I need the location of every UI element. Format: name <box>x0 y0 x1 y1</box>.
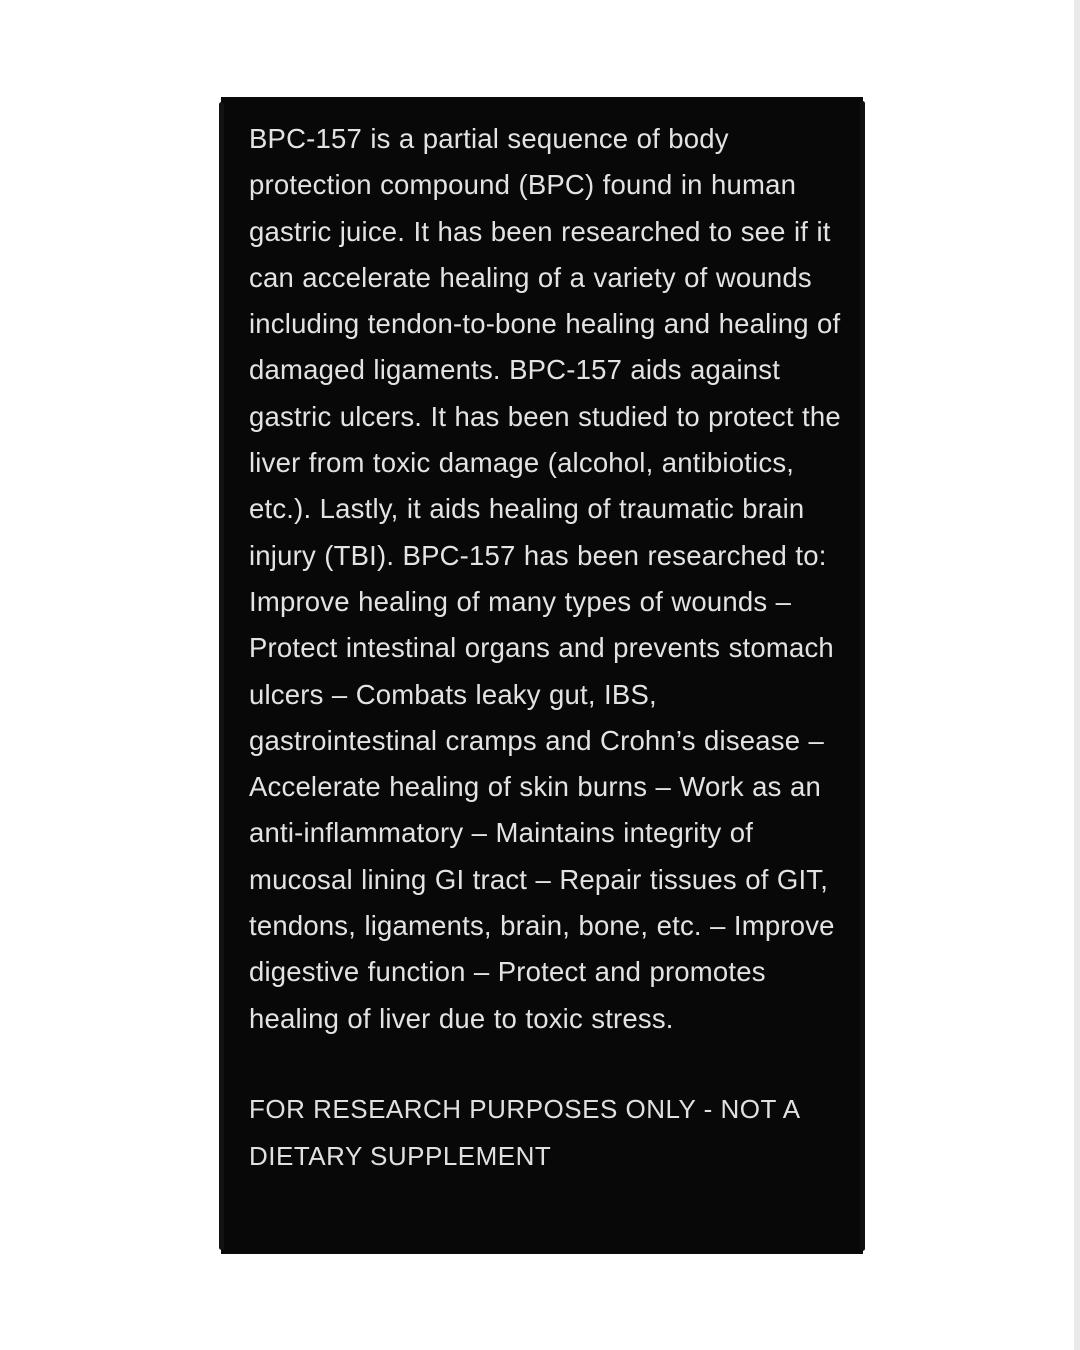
product-description-text: BPC-157 is a partial sequence of body protection compound (BPC) found in human gastric juice. It has been researched to see if it can accelerate healing of a variety of wounds including tendon-to-bone healing and healing of damaged ligaments. BPC-157 aids against gastric ulcers. It has been studied to protect the liver from toxic damage (alcohol, antibiotics, etc.). Lastly, it aids healing of traumatic brain injury (TBI). BPC-157 has been researched to: Improve healing of many types of wounds – Protect intestinal organs and prevents stomach ulcers – Combats leaky gut, IBS, gastrointestinal cramps and Crohn’s disease – Accelerate healing of skin burns – Work as an anti-inflammatory – Maintains integrity of mucosal lining GI tract – Repair tissues of GIT, tendons, ligaments, brain, bone, etc. – Improve digestive function – Protect and promotes healing of liver due to toxic stress. <box>249 123 841 1034</box>
product-label-panel <box>222 98 862 1253</box>
research-use-disclaimer: FOR RESEARCH PURPOSES ONLY - NOT A DIETARY SUPPLEMENT <box>249 1093 800 1171</box>
page-edge-strip <box>1074 0 1080 1350</box>
label-content <box>249 116 844 1180</box>
